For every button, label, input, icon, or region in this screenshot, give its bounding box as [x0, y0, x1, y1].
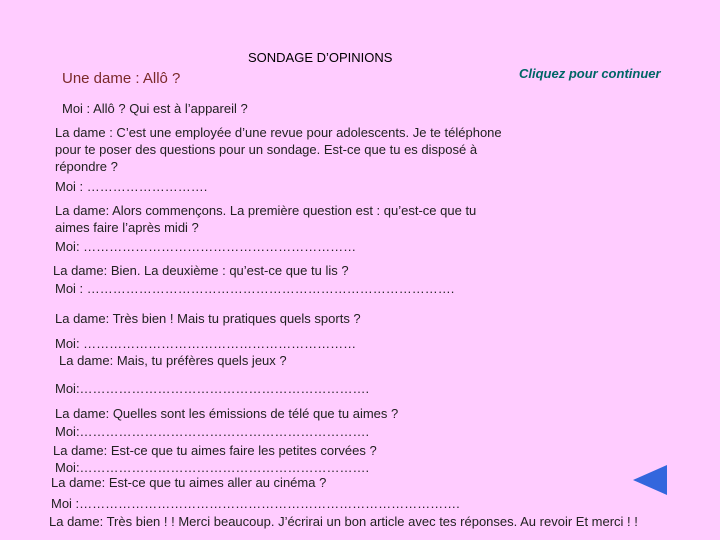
caller-line: Une dame : Allô ?: [62, 70, 181, 87]
dialogue-line: Moi:………………………………………………………….: [55, 381, 370, 396]
dialogue-line: Moi: ………………………………………………………: [55, 239, 357, 254]
dialogue-line: Moi :…………………………………………………………………………….: [51, 496, 460, 511]
dialogue-line: La dame: Mais, tu préfères quels jeux ?: [59, 353, 287, 368]
dialogue-line: répondre ?: [55, 159, 118, 174]
dialogue-line: pour te poser des questions pour un sondage. Est-ce que tu es disposé à: [55, 142, 478, 157]
dialogue-line: Moi:………………………………………………………….: [55, 424, 370, 439]
dialogue-line: La dame: Est-ce que tu aimes aller au cinéma ?: [51, 475, 327, 490]
dialogue-line: La dame : C’est une employée d’une revue pour adolescents. Je te téléphone: [55, 125, 502, 140]
page-title: SONDAGE D’OPINIONS: [248, 50, 393, 65]
dialogue-line: La dame: Très bien ! Mais tu pratiques quels sports ?: [55, 311, 361, 326]
dialogue-line: La dame: Quelles sont les émissions de télé que tu aimes ?: [55, 406, 399, 421]
dialogue-line: La dame: Bien. La deuxième : qu’est-ce que tu lis ?: [53, 263, 349, 278]
dialogue-line: aimes faire l’après midi ?: [55, 220, 199, 235]
back-arrow-icon[interactable]: [633, 465, 667, 495]
dialogue-line: Moi:………………………………………………………….: [55, 460, 370, 475]
dialogue-line: La dame: Alors commençons. La première question est : qu’est-ce que tu: [55, 203, 477, 218]
dialogue-line: Moi : Allô ? Qui est à l’appareil ?: [62, 101, 248, 116]
dialogue-line: La dame: Très bien ! ! Merci beaucoup. J’écrirai un bon article avec tes réponses. Au revoir Et merci ! !: [49, 514, 638, 529]
dialogue-line: La dame: Est-ce que tu aimes faire les petites corvées ?: [53, 443, 377, 458]
dialogue-line: Moi : ………………………………………………………………………….: [55, 281, 455, 296]
dialogue-line: Moi: ………………………………………………………: [55, 336, 357, 351]
continue-link[interactable]: Cliquez pour continuer: [519, 66, 661, 81]
dialogue-line: Moi : ……………………….: [55, 179, 208, 194]
